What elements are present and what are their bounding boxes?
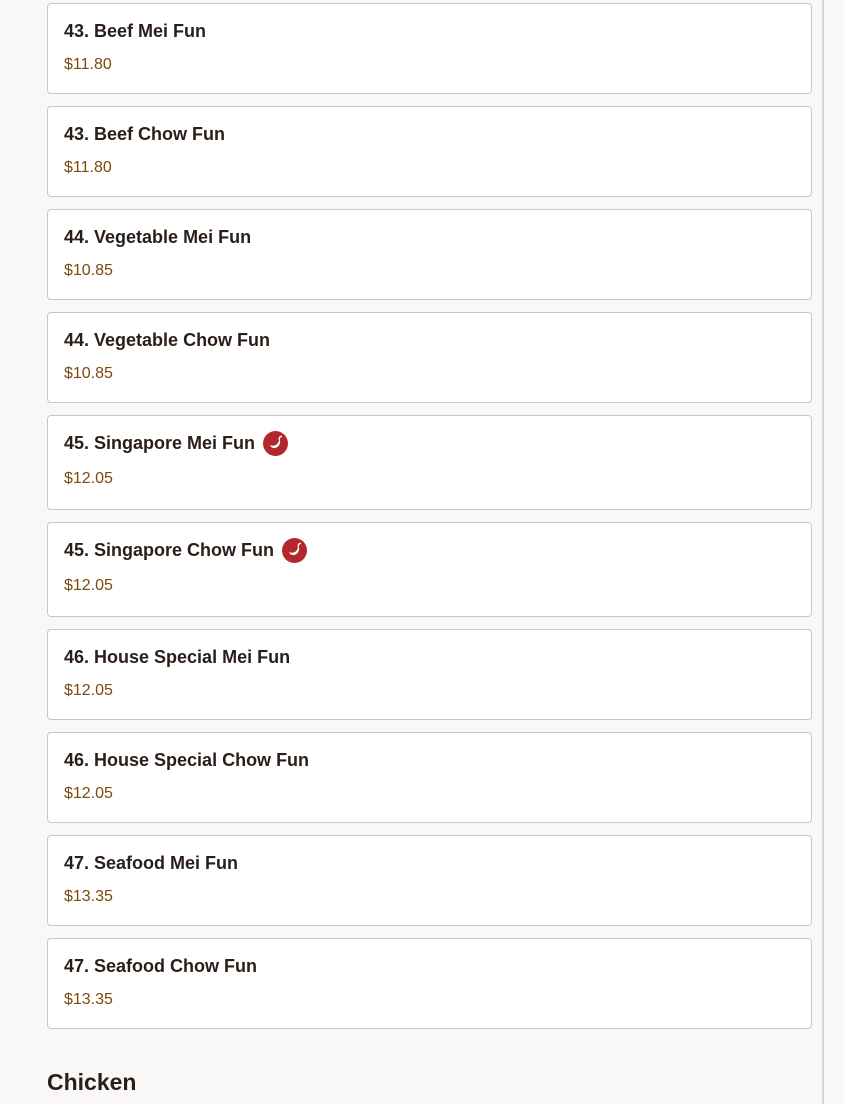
menu-item-card[interactable] <box>47 106 812 197</box>
menu-item-card[interactable] <box>47 629 812 720</box>
menu-item-name-row <box>64 955 795 977</box>
menu-item-name-row <box>64 852 795 874</box>
menu-item-price: $13.35 <box>64 888 113 905</box>
menu-item-price: $12.05 <box>64 470 113 487</box>
menu-item-name-row <box>64 749 795 771</box>
menu-item-name-row <box>64 20 795 42</box>
page-right-border <box>822 0 824 1104</box>
menu-item-price: $12.05 <box>64 785 113 802</box>
menu-item-name: 47. Seafood Mei Fun <box>64 853 239 873</box>
menu-item-price: $12.05 <box>64 577 113 594</box>
menu-item-card[interactable] <box>47 415 812 510</box>
menu-item-price: $10.85 <box>64 365 113 382</box>
menu-item-name: 45. Singapore Chow Fun <box>64 540 275 560</box>
menu-item-name-row <box>64 539 795 561</box>
menu-item-name-row <box>64 432 795 454</box>
menu-item-price: $13.35 <box>64 991 113 1008</box>
menu-item-name: 45. Singapore Mei Fun <box>64 433 256 453</box>
menu-item-name-row <box>64 646 795 668</box>
menu-item-price: $10.85 <box>64 262 113 279</box>
menu-item-name-row <box>64 329 795 351</box>
menu-item-name: 46. House Special Mei Fun <box>64 647 291 667</box>
menu-item-card[interactable] <box>47 209 812 300</box>
menu-item-name-row <box>64 226 795 248</box>
menu-item-card[interactable] <box>47 938 812 1029</box>
menu-item-card[interactable] <box>47 522 812 617</box>
menu-item-name: 44. Vegetable Chow Fun <box>64 330 271 350</box>
menu-item-name-row <box>64 123 795 145</box>
menu-item-price: $12.05 <box>64 682 113 699</box>
menu-item-name: 47. Seafood Chow Fun <box>64 956 258 976</box>
menu-item-card[interactable] <box>47 835 812 926</box>
menu-item-card[interactable] <box>47 312 812 403</box>
menu-item-card[interactable] <box>47 3 812 94</box>
menu-item-name: 46. House Special Chow Fun <box>64 750 310 770</box>
menu-item-price: $11.80 <box>64 159 112 176</box>
chili-pepper-icon <box>282 538 307 563</box>
menu-item-name: 44. Vegetable Mei Fun <box>64 227 252 247</box>
menu-item-name: 43. Beef Chow Fun <box>64 124 226 144</box>
menu-item-price: $11.80 <box>64 56 112 73</box>
menu-item-list <box>47 3 812 1041</box>
menu-item-card[interactable] <box>47 732 812 823</box>
chili-pepper-icon <box>263 431 288 456</box>
section-heading-chicken: Chicken <box>47 1069 137 1095</box>
menu-item-name: 43. Beef Mei Fun <box>64 21 207 41</box>
